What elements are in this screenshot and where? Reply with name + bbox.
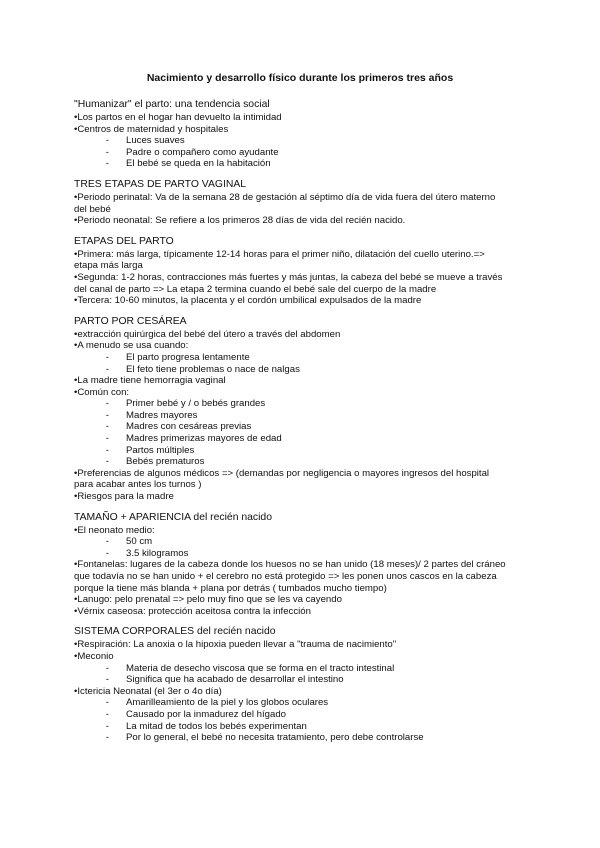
- sub-list-item: [74, 410, 526, 422]
- section: [74, 179, 526, 227]
- sub-list-text: Causado por la inmadurez del hígado: [126, 708, 287, 720]
- sub-list-item: [74, 398, 526, 410]
- dash-marker: -: [105, 433, 109, 445]
- section: [74, 512, 526, 618]
- bullet-item: •Centros de maternidad y hospitales: [74, 123, 229, 135]
- dash-marker: -: [105, 444, 109, 456]
- section: [74, 316, 526, 503]
- sub-list-text: Materia de desecho viscosa que se forma en el tracto intestinal: [126, 662, 395, 674]
- bullet-item: •Fontanelas: lugares de la cabeza donde los huesos no se han unido (18 meses)/ 2 partes del cráneo: [74, 559, 506, 571]
- section-heading: SISTEMA CORPORALES del recién nacido: [74, 626, 276, 638]
- dash-marker: -: [105, 697, 109, 709]
- bullet-item: •Ictericia Neonatal (el 3er o 4o día): [74, 685, 222, 697]
- bullet-item: •Preferencias de algunos médicos => (demandas por negligencia o mayores ingresos del hospital: [74, 467, 490, 479]
- sub-list-text: Luces suaves: [126, 135, 185, 147]
- sub-list-text: Bebés prematuros: [126, 456, 205, 468]
- dash-marker: -: [105, 708, 109, 720]
- dash-marker: -: [105, 421, 109, 433]
- dash-marker: -: [105, 536, 109, 548]
- section: [74, 236, 526, 307]
- sub-list-text: La mitad de todos los bebés experimentan: [126, 720, 307, 732]
- bullet-item: •Riesgos para la madre: [74, 491, 174, 503]
- sub-list-text: El parto progresa lentamente: [126, 351, 250, 363]
- sub-list-text: 50 cm: [126, 536, 153, 548]
- continuation-line: porque la tiene más blanda + plana por detrás ( tumbados mucho tiempo): [74, 582, 387, 594]
- sub-list-text: Padre o compañero como ayudante: [126, 146, 279, 158]
- bullet-item: •Vérnix caseosa: protección aceitosa contra la infección: [74, 605, 311, 617]
- sub-list-text: Primer bebé y / o bebés grandes: [126, 398, 266, 410]
- sub-list-text: Por lo general, el bebé no necesita tratamiento, pero debe controlarse: [126, 732, 424, 744]
- dash-marker: -: [105, 720, 109, 732]
- sub-list-text: El bebé se queda en la habitación: [126, 158, 271, 170]
- sub-list-text: Madres primerizas mayores de edad: [126, 433, 282, 445]
- section-heading: PARTO POR CESÁREA: [74, 315, 187, 327]
- section-heading: ETAPAS DEL PARTO: [74, 235, 174, 247]
- sub-list-item: [74, 445, 526, 457]
- dash-marker: -: [105, 135, 109, 147]
- sub-list-text: El feto tiene problemas o nace de nalgas: [126, 363, 300, 375]
- dash-marker: -: [105, 456, 109, 468]
- bullet-item: •Meconio: [74, 650, 114, 662]
- sub-list-item: [74, 548, 526, 560]
- sub-list-item: [74, 421, 526, 433]
- sub-list-item: [74, 721, 526, 733]
- dash-marker: -: [105, 662, 109, 674]
- sub-list-text: Partos múltiples: [126, 444, 195, 456]
- sub-list-item: [74, 135, 526, 147]
- sub-list-item: [74, 709, 526, 721]
- sub-list-text: 3.5 kilogramos: [126, 547, 189, 559]
- section-heading: TRES ETAPAS DE PARTO VAGINAL: [74, 178, 247, 190]
- continuation-line: para acabar antes los turnos ): [74, 479, 202, 491]
- dash-marker: -: [105, 398, 109, 410]
- bullet-item: •Periodo neonatal: Se refiere a los primeros 28 días de vida del recién nacido.: [74, 215, 406, 227]
- dash-marker: -: [105, 409, 109, 421]
- sub-list-item: [74, 352, 526, 364]
- sub-list-item: [74, 147, 526, 159]
- dash-marker: -: [105, 547, 109, 559]
- bullet-item: •Periodo perinatal: Va de la semana 28 de gestación al séptimo día de vida fuera del útero materno: [74, 191, 496, 203]
- sub-list-text: Amarilleamiento de la piel y los globos oculares: [126, 697, 329, 709]
- sub-list-item: [74, 433, 526, 445]
- continuation-line: del bebé: [74, 203, 111, 215]
- dash-marker: -: [105, 363, 109, 375]
- dash-marker: -: [105, 146, 109, 158]
- continuation-line: del canal de parto => La etapa 2 termina cuando el bebé sale del cuerpo de la madre: [74, 283, 437, 295]
- dash-marker: -: [105, 732, 109, 744]
- sub-list-item: [74, 697, 526, 709]
- section-heading: TAMAÑO + APARIENCIA del recién nacido: [74, 511, 272, 523]
- sub-list-item: [74, 536, 526, 548]
- sub-list-text: Madres mayores: [126, 409, 198, 421]
- sub-list-item: [74, 456, 526, 468]
- dash-marker: -: [105, 158, 109, 170]
- continuation-line: que todavía no se han unido + el cerebro no está protegido => les ponen unos cascos en la cabeza: [74, 571, 497, 582]
- sub-list-text: Madres con cesáreas previas: [126, 421, 252, 433]
- sub-list-item: [74, 674, 526, 686]
- document-title: Nacimiento y desarrollo físico durante los primeros tres años: [146, 72, 454, 84]
- bullet-item: •Respiración: La anoxia o la hipoxia pueden llevar a "trauma de nacimiento": [74, 639, 397, 651]
- section-heading: "Humanizar" el parto: una tendencia social: [74, 99, 270, 110]
- sub-list-item: [74, 732, 526, 744]
- bullet-item: •A menudo se usa cuando:: [74, 340, 189, 352]
- sub-list-text: Significa que ha acabado de desarrollar el intestino: [126, 674, 344, 686]
- bullet-item: •Segunda: 1-2 horas, contracciones más fuertes y más juntas, la cabeza del bebé se mueve a través: [74, 271, 503, 283]
- bullet-item: •El neonato medio:: [74, 524, 155, 536]
- bullet-item: •La madre tiene hemorragia vaginal: [74, 375, 226, 387]
- sub-list-item: [74, 663, 526, 675]
- bullet-item: •Tercera: 10-60 minutos, la placenta y el cordón umbilical expulsados de la madre: [74, 295, 422, 307]
- document-content: [74, 99, 526, 744]
- bullet-item: •Los partos en el hogar han devuelto la intimidad: [74, 112, 282, 123]
- bullet-item: •Común con:: [74, 386, 130, 398]
- sub-list-item: [74, 364, 526, 376]
- dash-marker: -: [105, 674, 109, 686]
- continuation-line: etapa más larga: [74, 260, 143, 272]
- dash-marker: -: [105, 351, 109, 363]
- section: [74, 99, 526, 170]
- bullet-item: •extracción quirúrgica del bebé del útero a través del abdomen: [74, 328, 341, 340]
- section: [74, 626, 526, 743]
- bullet-item: •Lanugo: pelo prenatal => pelo muy fino que se les va cayendo: [74, 594, 342, 606]
- bullet-item: •Primera: más larga, típicamente 12-14 horas para el primer niño, dilatación del cuello uterino.=>: [74, 248, 485, 260]
- sub-list-item: [74, 158, 526, 170]
